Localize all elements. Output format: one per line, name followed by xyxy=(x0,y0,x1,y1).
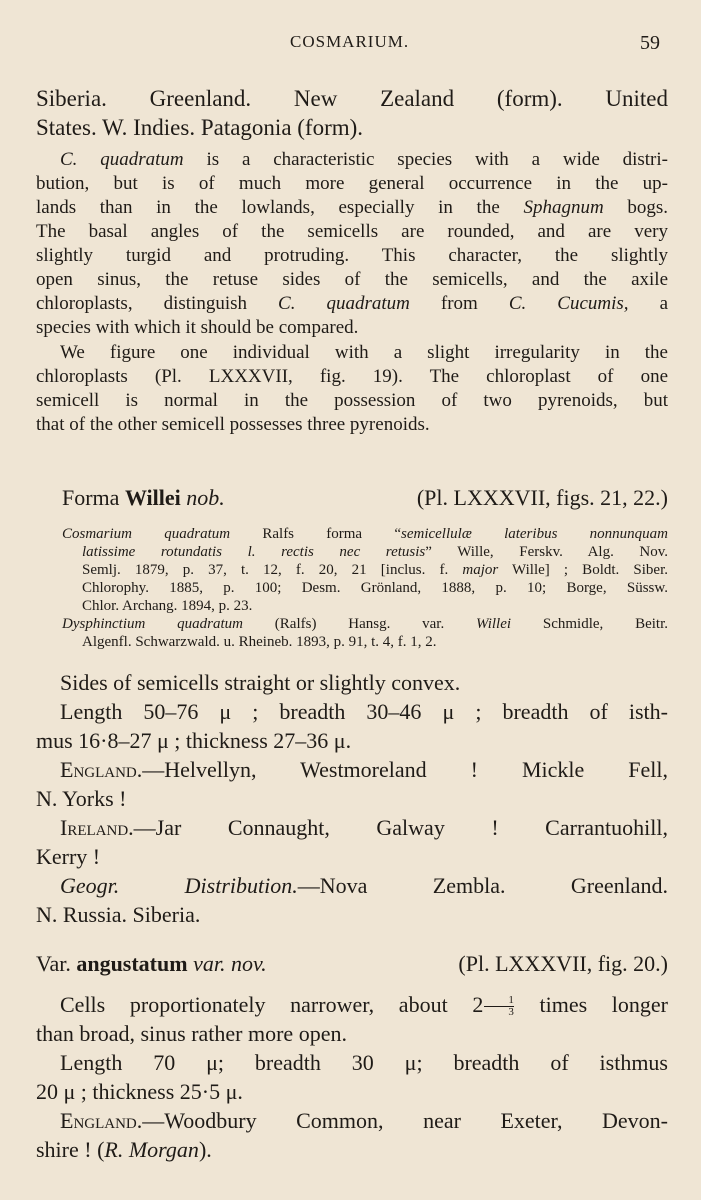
text-line: We figure one individual with a slight irregularity in the xyxy=(60,342,668,363)
plate-reference: (Pl. LXXXVII, figs. 21, 22.) xyxy=(416,485,668,510)
variety-heading: Var. angustatum var. nov. (Pl. LXXXVII, fig. 20.) xyxy=(36,951,668,976)
text-line: Kerry ! xyxy=(36,844,101,869)
plate-reference: (Pl. LXXXVII, fig. 20.) xyxy=(458,951,668,976)
text-line: chloroplasts, distinguish C. quadratum from C. Cucumis, a xyxy=(36,293,668,314)
forma-description xyxy=(36,668,668,929)
text-line: Ireland.—Jar Connaught, Galway ! Carrantuohill, xyxy=(60,815,668,840)
text-line: England.—Woodbury Common, near Exeter, Devon- xyxy=(60,1108,668,1133)
paragraph-description xyxy=(36,148,668,340)
paragraph-figure-note xyxy=(36,341,668,437)
text-line: shire ! (R. Morgan). xyxy=(36,1137,212,1162)
text-line: Cosmarium quadratum Ralfs forma “semicellulæ lateribus nonnunquam xyxy=(62,526,668,542)
forma-heading: Forma Willei nob. (Pl. LXXXVII, figs. 21, 22.) xyxy=(62,485,668,510)
taxon-name: angustatum xyxy=(76,951,188,976)
text-line: States. W. Indies. Patagonia (form). xyxy=(36,115,364,140)
text-line: latissime rotundatis l. rectis nec retusis” Wille, Ferskv. Alg. Nov. xyxy=(82,544,669,560)
text-line: The basal angles of the semicells are rounded, and are very xyxy=(36,221,668,242)
text-line: lands than in the lowlands, especially in the Sphagnum bogs. xyxy=(36,197,668,218)
text-line: Geogr. Distribution.—Nova Zembla. Greenland. xyxy=(60,873,668,898)
running-head-title: COSMARIUM. xyxy=(290,32,410,51)
fraction: 2 $\frac{1}{3}$ xyxy=(472,992,514,1019)
text-line: Cells proportionately narrower, about 2 $\frac{1}{3}$ times longer xyxy=(60,992,669,1019)
text-line: that of the other semicell possesses three pyrenoids. xyxy=(36,414,430,435)
text-line: N. Yorks ! xyxy=(36,786,127,811)
text-line: N. Russia. Siberia. xyxy=(36,902,201,927)
text-line: bution, but is of much more general occurrence in the up- xyxy=(36,173,668,194)
distribution-continued xyxy=(36,84,668,142)
page-number: 59 xyxy=(640,32,660,54)
text-line: C. quadratum is a characteristic species with a wide distri- xyxy=(60,149,668,170)
synonym-entry xyxy=(62,615,668,651)
text-line: England.—Helvellyn, Westmoreland ! Mickle Fell, xyxy=(60,757,668,782)
text-line: Algenfl. Schwarzwald. u. Rheineb. 1893, p. 91, t. 4, f. 1, 2. xyxy=(82,634,437,650)
text-line: Sides of semicells straight or slightly convex. xyxy=(60,670,461,695)
synonym-entry xyxy=(62,525,668,615)
text-line: Chlor. Archang. 1894, p. 23. xyxy=(82,598,253,614)
text-line: 20 μ ; thickness 25·5 μ. xyxy=(36,1079,243,1104)
text-line: mus 16·8–27 μ ; thickness 27–36 μ. xyxy=(36,728,352,753)
text-line: Chlorophy. 1885, p. 100; Desm. Grönland, 1888, p. 10; Borge, Süssw. xyxy=(82,580,668,596)
variety-description xyxy=(36,990,668,1164)
text-line: than broad, sinus rather more open. xyxy=(36,1021,347,1046)
text-line: species with which it should be compared. xyxy=(36,317,359,338)
text-line: Siberia. Greenland. New Zealand (form). United xyxy=(36,86,668,111)
text-line: Semlj. 1879, p. 37, t. 12, f. 20, 21 [inclus. f. major Wille] ; Boldt. Siber. xyxy=(82,562,668,578)
text-line: open sinus, the retuse sides of the semicells, and the axile xyxy=(36,269,668,290)
text-line: slightly turgid and protruding. This character, the slightly xyxy=(36,245,668,266)
synonymy xyxy=(62,525,668,651)
text-line: Dysphinctium quadratum (Ralfs) Hansg. var. Willei Schmidle, Beitr. xyxy=(62,616,668,632)
text-line: semicell is normal in the possession of two pyrenoids, but xyxy=(36,390,668,411)
text-line: Length 50–76 μ ; breadth 30–46 μ ; breadth of isth- xyxy=(60,699,668,724)
text-line: Length 70 μ; breadth 30 μ; breadth of isthmus xyxy=(60,1050,668,1075)
taxon-name: Willei xyxy=(124,485,181,510)
text-line: chloroplasts (Pl. LXXXVII, fig. 19). The chloroplast of one xyxy=(36,366,668,387)
